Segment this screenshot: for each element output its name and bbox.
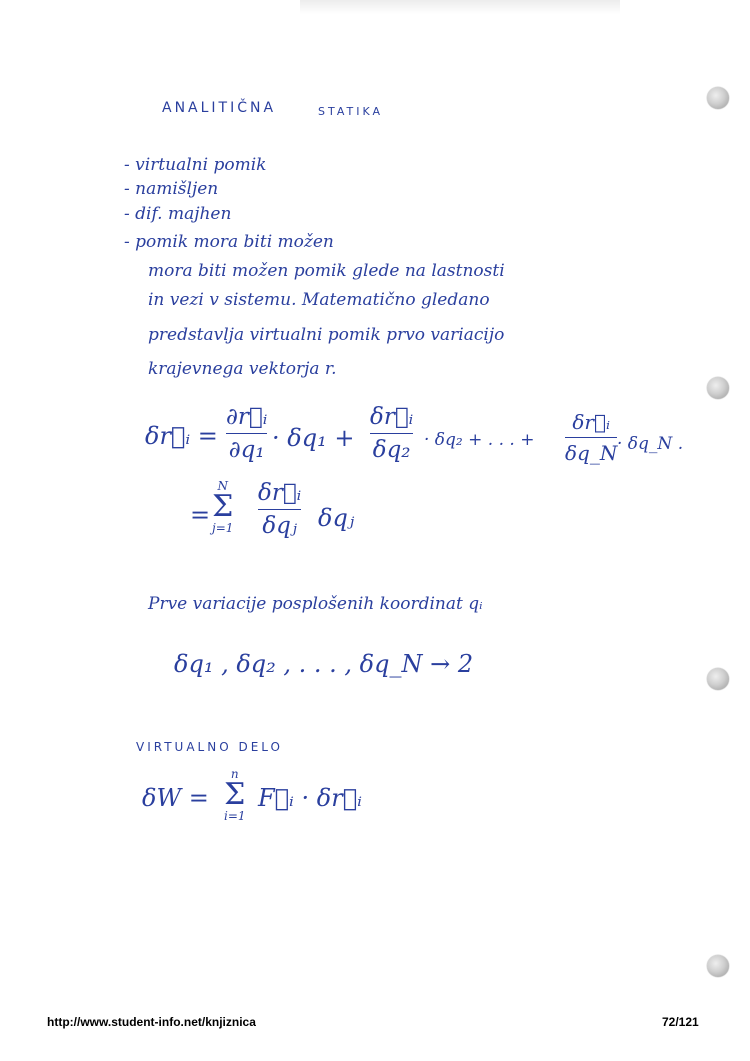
eq1-numerator: δr⃗ᵢ [370, 404, 414, 430]
bullet-item: - namišljen [124, 179, 219, 199]
scan-shadow [300, 0, 620, 14]
paragraph-line: mora biti možen pomik glede na lastnosti [148, 261, 505, 281]
eq1-denominator: δq₂ [372, 437, 411, 463]
binder-hole [707, 668, 729, 690]
bullet-item: - virtualni pomik [124, 155, 267, 175]
eq1-denominator: δq_N [565, 441, 618, 465]
title-analiticna: ANALITIČNA [162, 100, 277, 116]
sum-lower-limit: j=1 [212, 521, 234, 535]
eq2-fraction [258, 480, 301, 539]
binder-hole [707, 87, 729, 109]
eq2-sum [212, 480, 233, 534]
eq2-equals: = [190, 501, 211, 529]
paragraph-line: predstavlja virtualni pomik prvo variacijo [148, 325, 505, 345]
bullet-item: - pomik mora biti možen [124, 232, 334, 252]
variation-equation: δq₁ , δq₂ , . . . , δq_N → 2 [174, 650, 474, 678]
binder-hole [707, 955, 729, 977]
sum-upper-limit: n [230, 767, 239, 781]
eq1-numerator: ∂r⃗ᵢ [226, 404, 268, 430]
eq1-denominator: ∂q₁ [228, 437, 265, 463]
eq1-term: · δq_N . [617, 434, 684, 454]
eq2-tail: δqⱼ [318, 504, 355, 532]
eq1-fraction [370, 404, 413, 463]
eq1-term: · δq₁ + [272, 424, 355, 452]
eq1-lhs: δr⃗ᵢ = [145, 422, 218, 450]
title-statika: STATIKA [318, 105, 384, 118]
variation-text: Prve variacije posplošenih koordinat qᵢ [148, 594, 483, 614]
work-sum [224, 768, 246, 822]
eq2-denominator: δqⱼ [262, 513, 297, 539]
paragraph-line: in vezi v sistemu. Matematično gledano [148, 290, 490, 310]
bullet-item: - dif. majhen [124, 204, 232, 224]
virtual-work-title: VIRTUALNO DELO [136, 740, 283, 754]
eq1-fraction [226, 404, 267, 463]
sigma-symbol: Σ [212, 489, 234, 524]
sum-upper-limit: N [217, 479, 228, 493]
work-lhs: δW = [142, 784, 209, 812]
eq2-numerator: δr⃗ᵢ [258, 480, 302, 506]
eq1-term: · δq₂ + . . . + [424, 430, 535, 450]
footer-url[interactable]: http://www.student-info.net/knjiznica [47, 1015, 256, 1029]
eq1-fraction [565, 410, 617, 465]
page-number: 72/121 [662, 1015, 699, 1029]
sigma-symbol: Σ [224, 777, 246, 812]
sum-lower-limit: i=1 [224, 809, 246, 823]
work-rhs: F⃗ᵢ · δr⃗ᵢ [258, 784, 362, 812]
eq1-numerator: δr⃗ᵢ [572, 410, 610, 434]
paragraph-line: krajevnega vektorja r. [148, 359, 337, 379]
binder-hole [707, 377, 729, 399]
